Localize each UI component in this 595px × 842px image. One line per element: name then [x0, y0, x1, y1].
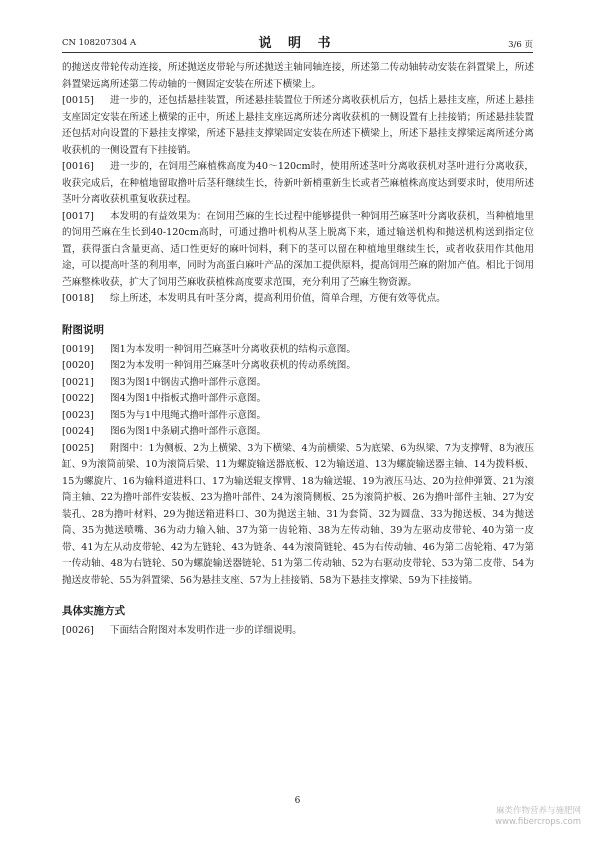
document-title: 说 明 书: [258, 36, 337, 51]
page-info: 3/6 页: [508, 40, 533, 50]
paragraph: [62, 408, 534, 425]
document-number: CN 108207304 A: [62, 38, 137, 48]
paragraph: [62, 342, 534, 359]
paragraph-number: [0026]: [62, 625, 94, 636]
paragraph-number: [0017]: [62, 210, 94, 222]
paragraph-text: 下面结合附图对本发明作进一步的详细说明。: [110, 625, 302, 636]
paragraph-text: 综上所述，本发明具有叶茎分离，提高利用价值，简单合理，方便有效等优点。: [110, 293, 446, 304]
paragraph: [62, 209, 534, 292]
paragraph: [62, 93, 534, 159]
paragraph-number: [0021]: [62, 376, 94, 388]
paragraph-text: 图6为图1中条刷式撸叶部件示意图。: [110, 426, 267, 437]
paragraph-number: [0015]: [62, 95, 94, 106]
paragraph-text: 的抛送皮带轮传动连接，所述抛送皮带轮与所述抛送主轴同轴连接，所述第二传动轴转动安装在斜置梁上，所述斜置梁远离所述第二传动轴的一侧固定安装在所述下横梁上。: [62, 62, 534, 90]
paragraph-text: 图3为图1中钢齿式撸叶部件示意图。: [110, 376, 267, 388]
paragraph-text: 进一步的，还包括悬挂装置，所述悬挂装置位于所述分离收获机后方，包括上悬挂支座，所述上悬挂支座固定安装在所述上横梁的正中，所述上悬挂支座远离所述分离收获机的一侧设置有上挂接销；所述悬挂装置还包括对向设置的下悬挂支撑梁，所述下悬挂支撑梁固定安装在所述下横梁上，所述下悬挂支撑梁远离所述分离收获机的一侧设置有下挂接销。: [62, 95, 534, 156]
paragraph-number: [0019]: [62, 343, 94, 355]
paragraph-number: [0025]: [62, 442, 94, 454]
paragraph-number: [0020]: [62, 360, 94, 371]
watermark: [495, 806, 581, 828]
page-header: [62, 30, 533, 53]
paragraph-number: [0022]: [62, 393, 94, 404]
paragraph-text: 图1为本发明一种饲用苎麻茎叶分离收获机的结构示意图。: [110, 343, 356, 355]
paragraph: [62, 358, 534, 375]
watermark-line2: www.fibercrops.com: [495, 817, 581, 827]
page-number: 6: [294, 796, 301, 806]
paragraph-text: 图4为图1中指板式撸叶部件示意图。: [110, 393, 267, 404]
paragraph-text: 进一步的，在饲用苎麻植株高度为40～120cm时，使用所述茎叶分离收获机对茎叶进行分离收获，收获完成后，在种植地留取撸叶后茎秆继续生长，待新叶新梢重新生长或者苎麻植株高度达到要求时，使用所述茎叶分离收获机重复收获过程。: [62, 161, 534, 205]
paragraph-text: 本发明的有益效果为：在饲用苎麻的生长过程中能够提供一种饲用苎麻茎叶分离收获机，当种植地里的饲用苎麻在生长到40-120cm高时，可通过撸叶机构从茎上脱离下来，通过输送机构和抛送机构送到指定位置，获得蛋白含量更高、适口性更好的麻叶饲料，剩下的茎可以留在种植地里继续生长，或者收获用作其他用途，可以提高叶茎的利用率，同时为高蛋白麻叶产品的深加工提供原料，提高饲用苎麻的附加产值。相比于饲用苎麻整株收获，扩大了饲用苎麻收获植株高度要求范围，充分利用了苎麻生物资源。: [62, 210, 534, 288]
heading-figures: 附图说明: [62, 323, 104, 336]
paragraph-text: 附图中：1为侧板、2为上横梁、3为下横梁、4为前横梁、5为底梁、6为纵梁、7为支撑臂、8为液压缸、9为滚筒前梁、10为滚筒后梁、11为螺旋输送器底板、12为输送道、13为螺旋输送器主轴、14为拨料板、15为螺旋片、16为输料道进料口、17为输送辊支撑臂、18为输送辊、19为液压马达、20为拉伸弹簧、21为滚筒主轴、22为撸叶部件安装板、23为撸叶部件、24为滚筒侧板、25为滚筒护板、26为撸叶部件主轴、27为安装孔、28为撸叶材料、29为抛送箱进料口、30为抛送主轴、31为套筒、32为圆盘、33为抛送板、34为抛送筒、35为抛送喷嘴、36为动力输入轴、37为第一齿轮箱、38为左传动轴、39为左驱动皮带轮、40为第一皮带、41为左从动皮带轮、42为左链轮、43为链条、44为滚筒链轮、45为右传动轴、46为第二齿轮箱、47为第一传动轴、48为右链轮、50为螺旋输送器链轮、51为第二传动轴、52为右驱动皮带轮、53为第二皮带、54为抛送皮带轮、55为斜置梁、56为悬挂支座、57为上挂接销、58为下悬挂支撑梁、59为下挂接销。: [62, 442, 534, 586]
heading-embodiment: 具体实施方式: [62, 605, 125, 617]
paragraph-number: [0018]: [62, 293, 94, 304]
paragraph-number: [0023]: [62, 409, 94, 421]
paragraph-text: 图5为与1中甩绳式撸叶部件示意图。: [110, 409, 267, 421]
watermark-line1: 麻类作物营养与施肥网: [495, 806, 581, 816]
paragraph: [62, 441, 534, 590]
paragraph: [62, 159, 534, 209]
section-embodiment: [62, 623, 534, 640]
paragraph: [62, 391, 534, 408]
section-top: [62, 60, 534, 308]
paragraph: [62, 375, 534, 392]
paragraph: [62, 623, 534, 640]
paragraph: [62, 291, 534, 308]
paragraph-number: [0024]: [62, 426, 94, 437]
paragraph-number: [0016]: [62, 161, 94, 172]
paragraph: [62, 60, 534, 93]
section-figures: [62, 342, 534, 590]
paragraph-text: 图2为本发明一种饲用苎麻茎叶分离收获机的传动系统图。: [110, 360, 356, 371]
document-body: [62, 60, 534, 640]
paragraph: [62, 424, 534, 441]
